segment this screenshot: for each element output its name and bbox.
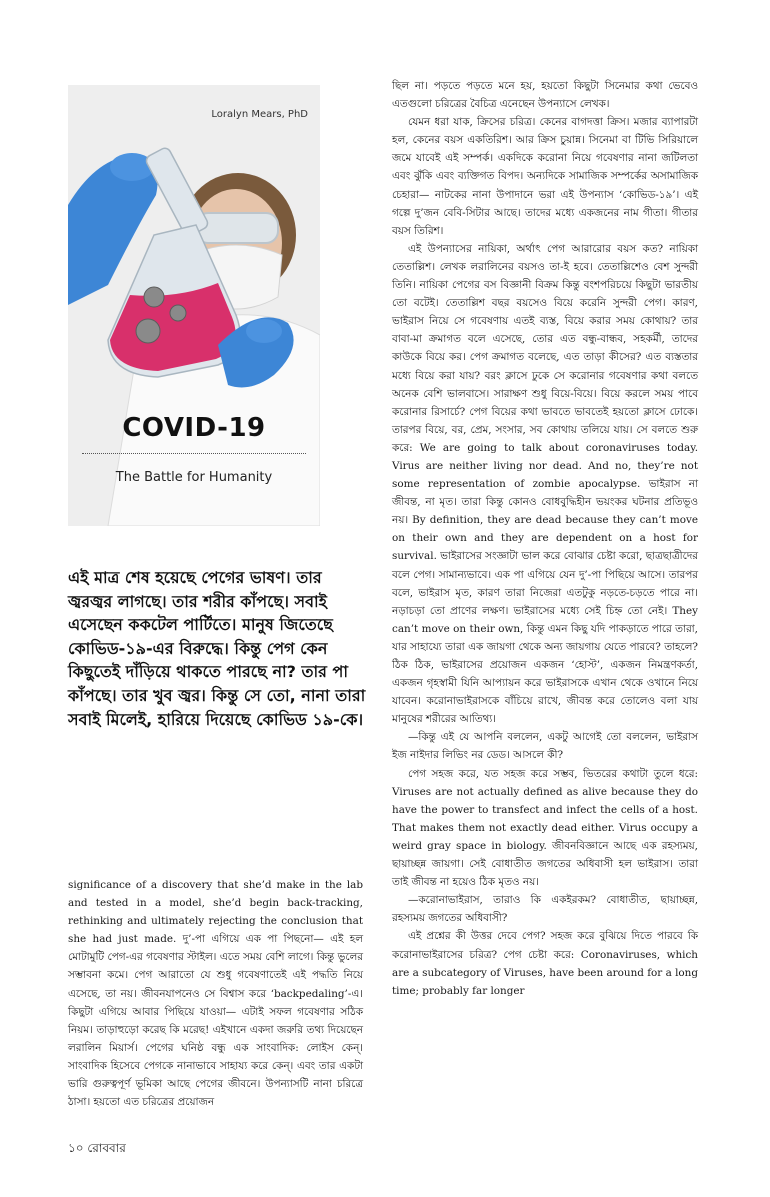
page-folio: ১০ রোববার	[68, 1141, 126, 1155]
right-column	[392, 77, 698, 1000]
cover-divider	[82, 453, 306, 454]
left-column	[68, 876, 363, 1111]
cover-author: Loralyn Mears, PhD	[211, 109, 308, 120]
paragraph: পেগ সহজ করে, যত সহজ করে সম্ভব, ভিতরের কথাটা তুলে ধরে: Viruses are not actually defined as alive because they do have the power to transfect and infect the cells of a host. That makes them not exactly dead either. Virus occupy a weird gray space in biology. জীবনবিজ্ঞানে আছে এক রহস্যময়, ছায়াচ্ছন্ন জায়গা। সেই বোধাতীত জগতের অধিবাসী হল ভাইরাস। তারা তাই জীবন্ত না হয়েও ঠিক মৃতও নয়।	[392, 767, 698, 889]
paragraph: ছিল না। পড়তে পড়তে মনে হয়, হয়তো কিছুটা সিনেমার কথা ভেবেও এতগুলো চরিত্রের বৈচিত্র এনেছেন উপন্যাসে লেখক।	[392, 80, 698, 111]
paragraph: —করোনাভাইরাস, তারাও কি একইরকম? বোধাতীত, ছায়াচ্ছন্ন, রহস্যময় জগতের অধিবাসী?	[392, 894, 698, 925]
cover-title: COVID-19	[122, 413, 266, 443]
paragraph: এই প্রশ্নের কী উত্তর দেবে পেগ? সহজ করে বুঝিয়ে দিতে পারবে কি করোনাভাইরাসের চরিত্র? পেগ চেষ্টা করে: Coronaviruses, which are a subcategory of Viruses, have been around for a long time; probably far longer	[392, 930, 699, 997]
lead-quote: এই মাত্র শেষ হয়েছে পেগের ভাষণ। তার জ্বরজ্বর লাগছে। তার শরীর কাঁপছে। সবাই এসেছেন ককটেল পার্টিতে। মানুষ জিতেছে কোভিড-১৯-এর বিরুদ্ধে। কিন্তু পেগ কেন কিছুতেই দাঁড়িয়ে থাকতে পারছে না? তার পা কাঁপছে। তার খুব জ্বর। কিন্তু সে তো, নানা তারা সবাই মিলেই, হারিয়ে দিয়েছে কোভিড ১৯-কে।	[68, 568, 366, 729]
paragraph: significance of a discovery that she’d make in the lab and tested in a model, she’d begin back-tracking, rethinking and ultimately rejecting the conclusion that she had just made. দু’-পা এগিয়ে এক পা পিছনো— এই হল মোটামুটি পেগ-এর গবেষণার স্টাইল। এতে সময় বেশি লাগে। কিন্তু ভুলের সম্ভাবনা কমে। পেগ আরাতো যে শুধু গবেষণাতেই এই পদ্ধতি নিয়ে এসেছে, তা নয়। জীবনযাপনেও সে বিশ্বাস করে ‘backpedaling’-এ। কিছুটা এগিয়ে আবার পিছিয়ে যাওয়া— এটাই সফল গবেষণার সঠিক নিয়ম। তাড়াহুড়ো করেছ কি মরেছ! এইখানে একদা জরুরি তথ্য দিয়েছেন লরালিন মিয়ার্স। পেগের ঘনিষ্ঠ বন্ধু এক সাংবাদিক: লোইস কেন্। সাংবাদিক হিসেবে পেগকে নানাভাবে সাহায্য করে কেন্। এবং তার একটা ভারি গুরুত্বপূর্ণ ভূমিকা আছে পেগের জীবনে। উপন্যাসটি নানা চরিত্রে ঠাসা। হয়তো এত চরিত্রের প্রয়োজন	[68, 879, 363, 1109]
cover-subtitle: The Battle for Humanity	[115, 470, 273, 485]
paragraph: —কিন্তু এই যে আপনি বললেন, একটু আগেই তো বললেন, ভাইরাস ইজ নাইদার লিভিং নর ডেড। আসলে কী?	[392, 731, 698, 762]
scientist-with-flask-illustration	[68, 85, 320, 526]
book-cover-image	[68, 85, 320, 526]
paragraph: যেমন ধরা যাক, ক্রিসের চরিত্র। কেনের বাগদত্তা ক্রিস। মজার ব্যাপারটা হল, কেনের বয়স একতিরিশ। আর ক্রিস চুয়ান্ন। সিনেমা বা টিভি সিরিয়ালে জমে যাবেই এই সম্পর্ক। একদিকে করোনা নিয়ে গবেষণার নানা জটিলতা এবং ঝুঁকি এবং ব্যক্তিগত বিপদ। অন্যদিকে সামাজিক সম্পর্কের অসামাজিক চেহারা— নাটকের নানা উপাদানে ভরা এই উপন্যাস ‘কোভিড-১৯’। এই গল্পে দু’জন বেবি-সিটার আছে। তাদের মধ্যে একজনের নাম গীতা। গীতার বয়স তিরিশ।	[392, 116, 698, 237]
paragraph: এই উপন্যাসের নায়িকা, অর্থাৎ পেগ আরারোর বয়স কত? নায়িকা তেতাল্লিশ। লেখক লরালিনের বয়সও তা-ই হবে। তেতাল্লিশেও বেশ সুন্দরী তিনি। নায়িকা পেগের বস বিজ্ঞানী বিক্রম কিন্তু বংশপরিচয়ে কিছুটা ভারতীয় তো বটেই। তেতাল্লিশ বছর বয়সেও বিয়ে করেনি সুন্দরী পেগ। কারণ, ভাইরাস নিয়ে সে গবেষণায় এতই ব্যস্ত, বিয়ে করার সময় কোথায়? তার বাবা-মা ক্রমাগত বলে এসেছে, তোর এত বন্ধু-বান্ধব, সহকর্মী, তাদের কাউকে বিয়ে কর। পেগ ক্রমাগত বলেছে, এত তাড়া কীসের? এত ব্যস্ততার মধ্যে বিয়ে করা যায়? বরং ক্লাসে ঢুকে সে করোনার গবেষণার কথা বলতে অনেক বেশি ভালবাসে। সারাক্ষণ শুধু বিয়ে-বিয়ে। বিয়ে করলে সময় পাবে করোনার রিসার্চে? পেগ বিয়ের কথা ভাবতে ভাবতেই হয়তো ক্লাসে ঢোকে। তারপর বিয়ে, বর, প্রেম, সংসার, সব কোথায় তলিয়ে যায়। সে বলতে শুরু করে: We are going to talk about coronaviruses today. Virus are neither living nor dead. And no, they’re not some representation of zombie apocalypse. ভাইরাস না জীবন্ত, না মৃত। তারা কিন্তু কোনও বোধবুদ্ধিহীন ভয়ংকর ঘটনার প্রতিভূও নয়। By definition, they are dead because they can’t move on their own and they are dependent on a host for survival. ভাইরাসের সংজ্ঞাটা ভাল করে বোঝার চেষ্টা করো, ছাত্রছাত্রীদের বলে পেগ। সামান্যভাবে। এক পা এগিয়ে যেন দু’-পা পিছিয়ে আসে। তারপর বলে, ভাইরাস মৃত, কারণ তারা নিজেরা এতটুকু নড়তে-চড়তে পারে না। নড়াচড়া তো প্রাণের লক্ষণ। ভাইরাসের মধ্যে সেই চিহ্ন তো নেই। They can’t move on their own, কিন্তু এমন কিছু যদি পাকড়াতে পারে তারা, যার সাহায্যে তারা এক জায়গা থেকে অন্য জায়গায় যেতে পারবে? তাহলে? ঠিক ঠিক, ভাইরাসের প্রয়োজন একজন ‘হোস্ট’, একজন নিমন্ত্রণকর্তা, একজন গৃহস্বামী যিনি আপ্যায়ন করে ভাইরাসকে এখান থেকে ওখানে নিয়ে যাবেন। করোনাভাইরাসকে বাঁচিয়ে রাখে, জীবন্ত করে তোলেও বলা যায় মানুষের শরীরের আতিথ্য।	[392, 242, 698, 726]
